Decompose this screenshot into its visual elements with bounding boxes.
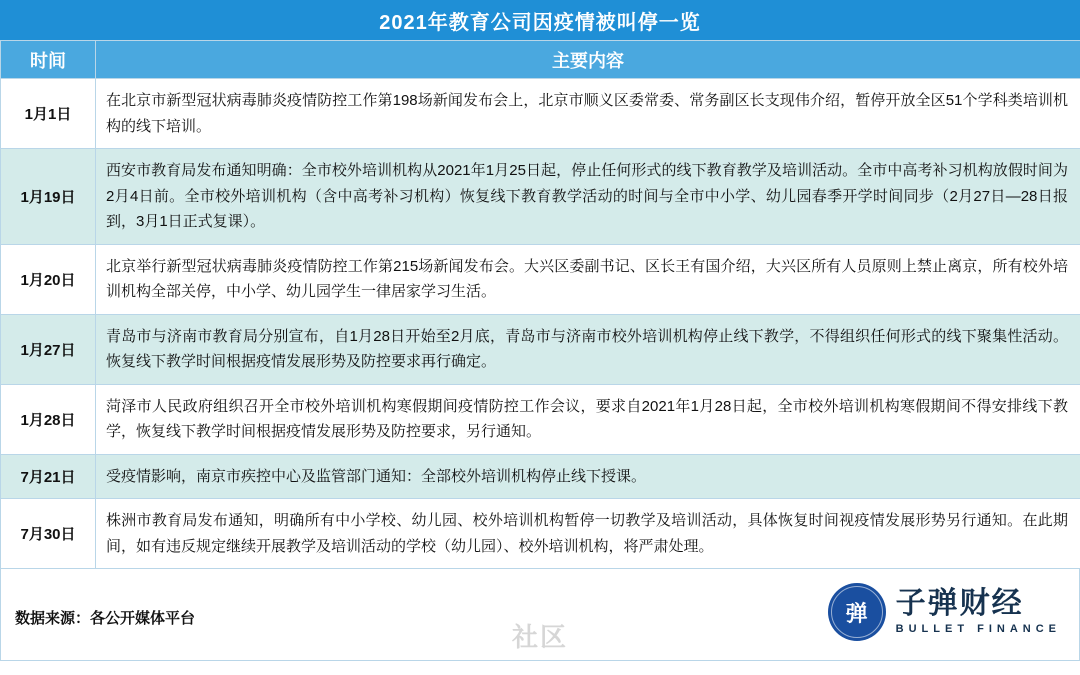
cell-time: 1月28日 — [1, 384, 96, 454]
cell-content: 受疫情影响，南京市疾控中心及监管部门通知：全部校外培训机构停止线下授课。 — [96, 454, 1080, 499]
table-row — [1, 384, 1080, 454]
table-header — [1, 41, 1080, 79]
column-header-content: 主要内容 — [96, 41, 1080, 79]
watermark: 社区 — [511, 622, 569, 652]
table-row — [1, 79, 1080, 149]
table-row — [1, 499, 1080, 569]
cell-content: 北京举行新型冠状病毒肺炎疫情防控工作第215场新闻发布会。大兴区委副书记、区长王有国介绍，大兴区所有人员原则上禁止离京，所有校外培训机构全部关停，中小学、幼儿园学生一律居家学习生活。 — [96, 244, 1080, 314]
table-row — [1, 314, 1080, 384]
table-body — [1, 79, 1080, 569]
cell-time: 7月30日 — [1, 499, 96, 569]
cell-content: 青岛市与济南市教育局分别宣布，自1月28日开始至2月底，青岛市与济南市校外培训机构停止线下教学，不得组织任何形式的线下聚集性活动。恢复线下教学时间根据疫情发展形势及防控要求再行确定。 — [96, 314, 1080, 384]
table-row — [1, 149, 1080, 245]
brand-logo — [828, 583, 1061, 641]
cell-content: 株洲市教育局发布通知，明确所有中小学校、幼儿园、校外培训机构暂停一切教学及培训活动，具体恢复时间视疫情发展形势另行通知。在此期间，如有违反规定继续开展教学及培训活动的学校（幼儿园）、校外培训机构，将严肃处理。 — [96, 499, 1080, 569]
policy-table — [0, 40, 1080, 569]
footer — [0, 569, 1080, 661]
cell-content: 在北京市新型冠状病毒肺炎疫情防控工作第198场新闻发布会上，北京市顺义区委常委、常务副区长支现伟介绍，暂停开放全区51个学科类培训机构的线下培训。 — [96, 79, 1080, 149]
cell-time: 1月19日 — [1, 149, 96, 245]
table-header-row — [1, 41, 1080, 79]
cell-content: 西安市教育局发布通知明确：全市校外培训机构从2021年1月25日起，停止任何形式的线下教育教学及培训活动。全市中高考补习机构放假时间为2月4日前。全市校外培训机构（含中高考补习机构）恢复线下教育教学活动的时间与全市中小学、幼儿园春季开学时间同步（2月27日—28日报到，3月1日正式复课）。 — [96, 149, 1080, 245]
cell-time: 1月20日 — [1, 244, 96, 314]
cell-time: 1月27日 — [1, 314, 96, 384]
bullet-logo-icon: 弹 — [828, 583, 886, 641]
column-header-time: 时间 — [1, 41, 96, 79]
brand-text — [896, 589, 1061, 635]
table-row — [1, 244, 1080, 314]
data-source-label: 数据来源：各公开媒体平台 — [15, 610, 196, 627]
page-title: 2021年教育公司因疫情被叫停一览 — [0, 0, 1080, 40]
cell-content: 菏泽市人民政府组织召开全市校外培训机构寒假期间疫情防控工作会议，要求自2021年1月28日起，全市校外培训机构寒假期间不得安排线下教学，恢复线下教学时间根据疫情发展形势及防控要求，另行通知。 — [96, 384, 1080, 454]
cell-time: 1月1日 — [1, 79, 96, 149]
table-row — [1, 454, 1080, 499]
brand-name-en: BULLET FINANCE — [895, 623, 1061, 635]
brand-name-cn: 子弹财经 — [895, 587, 1024, 620]
cell-time: 7月21日 — [1, 454, 96, 499]
